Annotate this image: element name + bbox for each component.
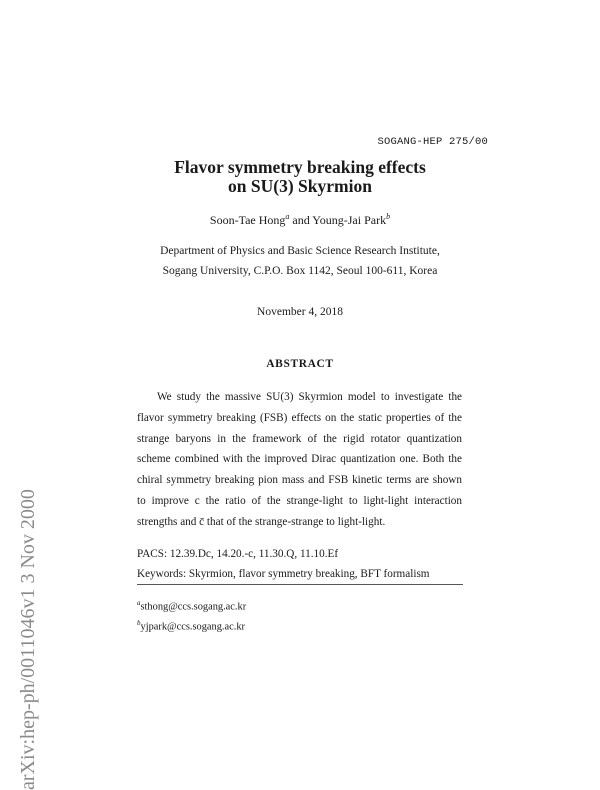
footnote-divider: [137, 584, 463, 585]
keywords: Keywords: Skyrmion, flavor symmetry breaking, BFT formalism: [137, 568, 430, 580]
classification-block: [137, 544, 430, 584]
footnote-b-mark: b: [137, 619, 141, 628]
author-list: [0, 212, 600, 228]
author-conjunction: and: [289, 213, 313, 227]
arxiv-identifier-stamp: arXiv:hep-ph/0011046v1 3 Nov 2000: [17, 489, 39, 790]
footnote-a: [137, 595, 246, 615]
title-line-1: Flavor symmetry breaking effects: [174, 157, 426, 177]
affiliation-line-1: Department of Physics and Basic Science Research Institute,: [160, 245, 440, 257]
author-1: Soon-Tae Hong: [209, 213, 286, 227]
affiliation-line-2: Sogang University, C.P.O. Box 1142, Seoul 100-611, Korea: [162, 265, 438, 277]
author-2: Young-Jai Park: [312, 213, 387, 227]
affiliation: [0, 241, 600, 281]
footnotes: [137, 595, 246, 636]
footnote-a-email: sthong@ccs.sogang.ac.kr: [140, 601, 247, 613]
footnote-b-email: yjpark@ccs.sogang.ac.kr: [140, 621, 245, 633]
abstract-text: We study the massive SU(3) Skyrmion model to investigate the flavor symmetry breaking (FSB) effects on the static properties of the strange baryons in the framework of the rigid rotator quantization scheme combined with the improved Dirac quantization one. Both the chiral symmetry breaking pion mass and FSB kinetic terms are shown to improve c the ratio of the strange-light to light-light interaction strengths and c̄ that of the strange-strange to light-light.: [137, 391, 462, 528]
paper-date: November 4, 2018: [257, 306, 343, 318]
author-1-footnote-mark: a: [285, 212, 290, 221]
footnote-a-mark: a: [137, 599, 141, 607]
title-line-2: on SU(3) Skyrmion: [228, 176, 372, 196]
paper-title: [0, 158, 600, 196]
report-number: SOGANG-HEP 275/00: [377, 136, 488, 148]
pacs-codes: PACS: 12.39.Dc, 14.20.-c, 11.30.Q, 11.10.Ef: [137, 548, 339, 560]
abstract-heading: ABSTRACT: [266, 358, 334, 370]
footnote-b: [137, 615, 246, 635]
author-2-footnote-mark: b: [386, 212, 391, 221]
